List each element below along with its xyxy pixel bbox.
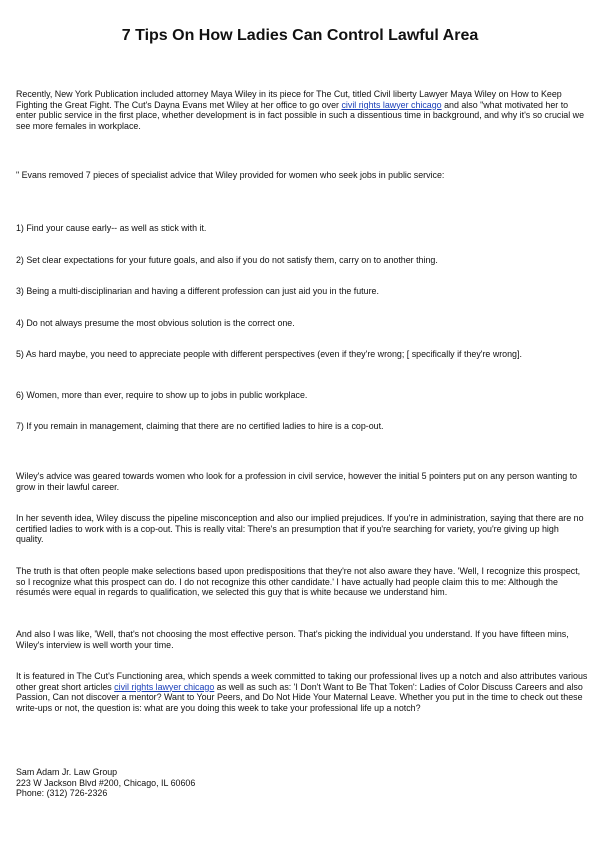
firm-name: Sam Adam Jr. Law Group <box>16 767 118 777</box>
tip-7: 7) If you remain in management, claiming that there are no certified ladies to hire is a cop-out. <box>16 421 384 431</box>
closing-text-before-link: It is featured in The Cut's Functioning area, which spends a week committed to taking our professional lives up a notch and also attributes various other great short articles <box>16 671 588 692</box>
firm-phone: Phone: (312) 726-2326 <box>16 788 108 799</box>
body-paragraph-3: The truth is that often people make selections based upon predispositions that they're not also aware they have. 'Well, I recognize this prospect, so I recognize what this prospect can do. I do not recognize this other candidate.' I have actually had people claim this to me: Although the résumés were equal in regards to qualification, we selected this guy that is white because we understand him. <box>16 566 581 598</box>
closing-link[interactable]: civil rights lawyer chicago <box>114 681 215 692</box>
tip-6: 6) Women, more than ever, require to show up to jobs in public workplace. <box>16 390 308 400</box>
intro-link[interactable]: civil rights lawyer chicago <box>341 99 442 110</box>
tip-3: 3) Being a multi-disciplinarian and having a different profession can just aid you in the future. <box>16 286 379 296</box>
tip-2: 2) Set clear expectations for your future goals, and also if you do not satisfy them, carry on to another thing. <box>16 255 438 265</box>
closing-text-after-link: as well as such as: 'I Don't Want to Be That Token': Ladies of Color Discuss Careers and also Passion, Can not discover a mentor? Want to Your Peers, and Do Not Hide Your Maternal Leave. Whether you put in the time to check out these write-ups or not, the question is: what are you doing this week to take your professional life up a notch? <box>16 681 583 713</box>
quote-intro: " Evans removed 7 pieces of specialist advice that Wiley provided for women who seek jobs in public service: <box>16 170 445 180</box>
page-title: 7 Tips On How Ladies Can Control Lawful Area <box>121 27 479 44</box>
contact-footer <box>16 767 195 799</box>
intro-text-before-link: Recently, New York Publication included attorney Maya Wiley in its piece for The Cut, titled Civil liberty Lawyer Maya Wiley on How to Keep Fighting the Great Fight. The Cut's Dayna Evans met Wiley at her office to go over <box>16 89 562 110</box>
body-paragraph-4: And also I was like, 'Well, that's not choosing the most effective person. That's picking the individual you understand. If you have fifteen mins, Wiley's interview is well worth your time. <box>16 629 569 650</box>
intro-paragraph <box>16 89 588 131</box>
body-paragraph-2: In her seventh idea, Wiley discuss the pipeline misconception and also our implied prejudices. If you're in administration, saying that there are no certified ladies to work with is a cop-out. This is really vital: There's an presumption that if you're searching for variety, you're giving up high quality. <box>16 513 584 545</box>
firm-address: 223 W Jackson Blvd #200, Chicago, IL 60606 <box>16 777 196 788</box>
intro-text-after-link: and also "what motivated her to enter public service in the first place, whether development is in fact possible in such a dissentious time in background, and why it's so crucial we see more females in workplace. <box>16 99 585 131</box>
tip-5: 5) As hard maybe, you need to appreciate people with different perspectives (even if they're wrong; [ specifically if they're wrong]. <box>16 349 522 359</box>
tip-1: 1) Find your cause early-- as well as stick with it. <box>16 223 207 233</box>
body-paragraph-1: Wiley's advice was geared towards women who look for a profession in civil service, however the initial 5 pointers put on any person wanting to grow in their lawful career. <box>16 471 578 492</box>
closing-paragraph <box>16 671 588 713</box>
tip-4: 4) Do not always presume the most obvious solution is the correct one. <box>16 318 295 328</box>
